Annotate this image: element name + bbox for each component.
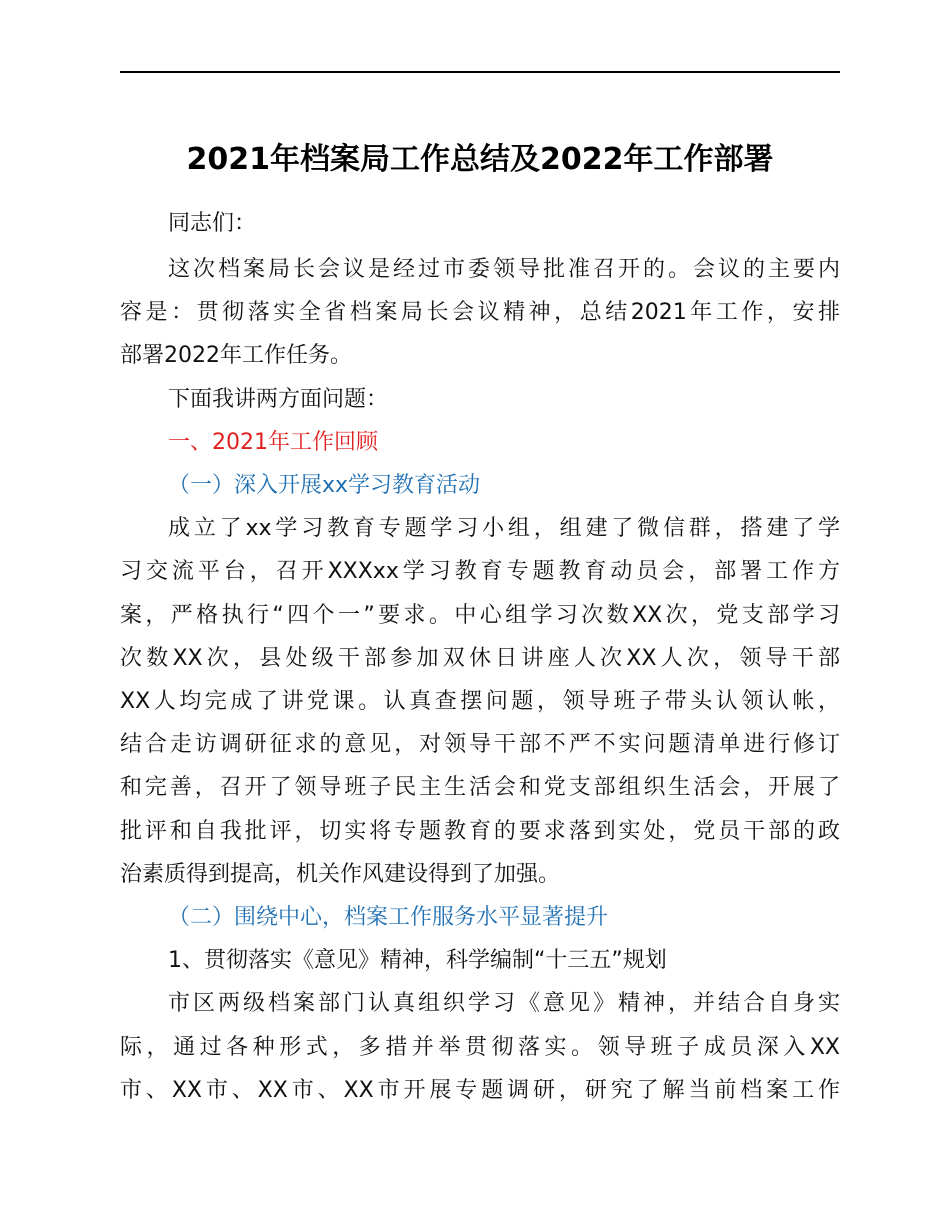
body-line: 结合走访调研征求的意见，对领导干部不严不实问题清单进行修订 (120, 732, 840, 757)
body-line: 习交流平台，召开XXXxx学习教育专题教育动员会，部署工作方 (120, 559, 840, 584)
body-line: XX人均完成了讲党课。认真查摆问题，领导班子带头认领认帐， (120, 689, 840, 714)
body-line: 次数XX次，县处级干部参加双休日讲座人次XX人次，领导干部 (120, 646, 840, 671)
body-line: 市、XX市、XX市、XX市开展专题调研，研究了解当前档案工作 (120, 1078, 840, 1103)
section-heading: 一、2021年工作回顾 (168, 430, 378, 455)
document-title: 2021年档案局工作总结及2022年工作部署 (186, 142, 774, 177)
body-line: 市区两级档案部门认真组织学习《意见》精神，并结合自身实 (168, 991, 840, 1016)
header-rule (120, 71, 840, 73)
item-heading: 1、贯彻落实《意见》精神，科学编制“十三五”规划 (168, 948, 667, 973)
body-line: 批评和自我批评，切实将专题教育的要求落到实处，党员干部的政 (120, 819, 840, 844)
body-line: 部署2022年工作任务。 (120, 343, 352, 368)
body-line: 际，通过各种形式，多措并举贯彻落实。领导班子成员深入XX (120, 1035, 840, 1060)
body-line: 治素质得到提高，机关作风建设得到了加强。 (120, 862, 561, 887)
body-line: 成立了xx学习教育专题学习小组，组建了微信群，搭建了学 (168, 516, 840, 541)
body-line: 和完善，召开了领导班子民主生活会和党支部组织生活会，开展了 (120, 775, 840, 800)
subsection-heading: （二）围绕中心，档案工作服务水平显著提升 (168, 905, 609, 930)
body-line: 这次档案局长会议是经过市委领导批准召开的。会议的主要内 (168, 257, 840, 282)
body-line: 案，严格执行“四个一”要求。中心组学习次数XX次，党支部学习 (120, 603, 840, 628)
subsection-heading: （一）深入开展xx学习教育活动 (168, 473, 481, 498)
salutation: 同志们： (168, 211, 257, 236)
body-line: 容是：贯彻落实全省档案局长会议精神，总结2021年工作，安排 (120, 300, 840, 325)
body-line: 下面我讲两方面问题： (168, 387, 389, 412)
